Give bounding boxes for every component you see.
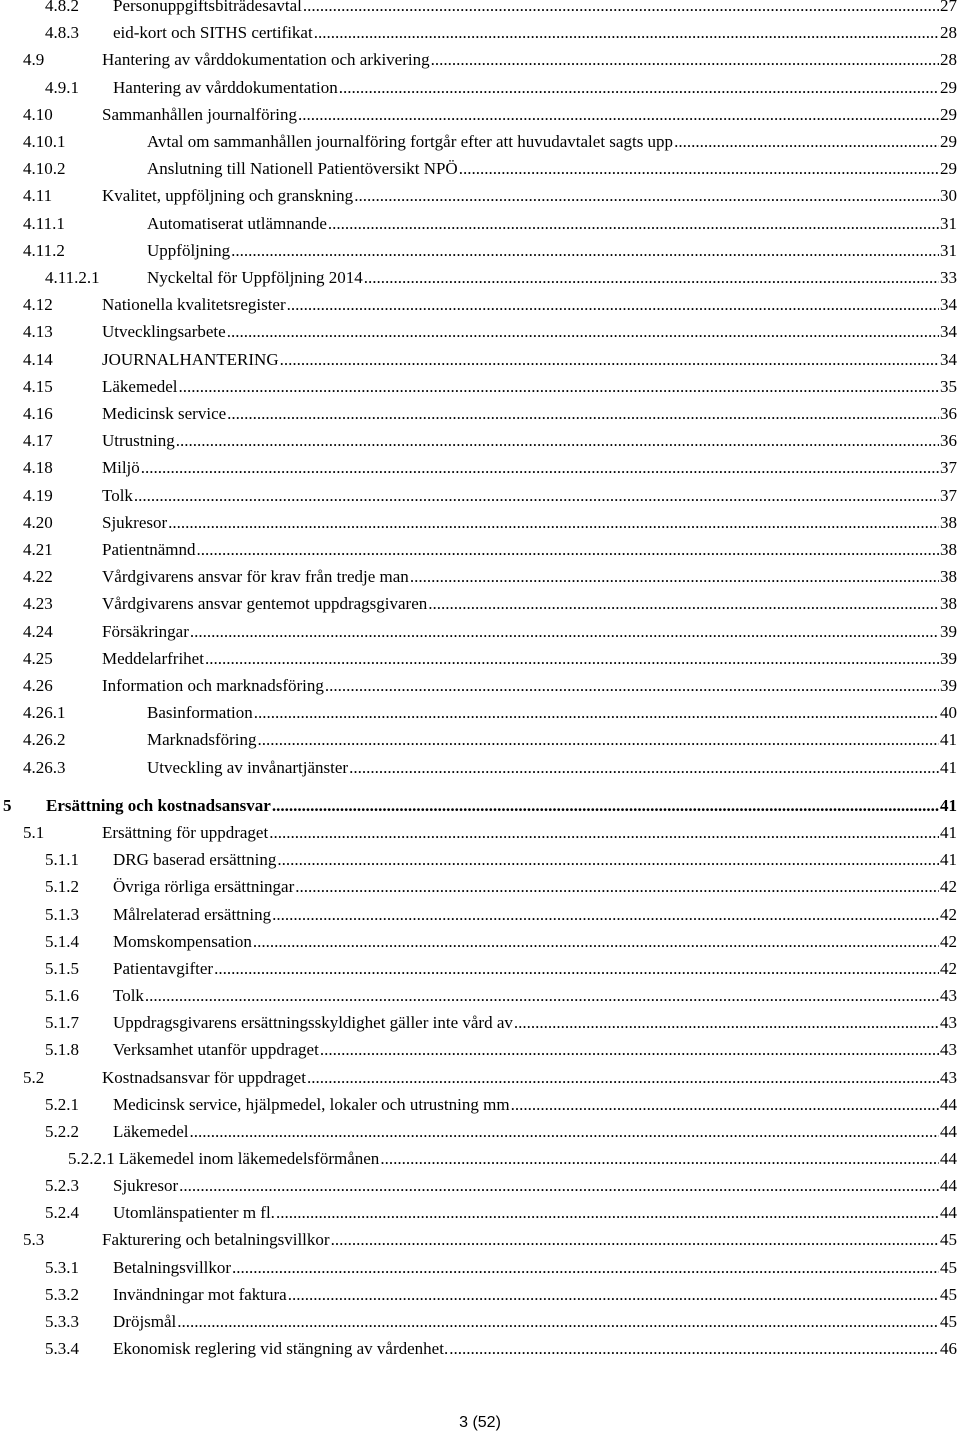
toc-entry[interactable] (0, 511, 960, 535)
toc-dot-leader (176, 429, 939, 453)
toc-entry[interactable] (0, 957, 960, 981)
toc-entry-number: 4.16 (23, 404, 53, 423)
toc-entry[interactable] (0, 848, 960, 872)
toc-entry-page: 29 (940, 104, 957, 124)
toc-entry-page: 34 (940, 349, 957, 369)
toc-dot-leader (254, 701, 939, 725)
toc-entry-number: 5.1.7 (45, 1013, 79, 1033)
toc-entry-page: 41 (940, 850, 957, 870)
toc-entry-number: 5.3 (23, 1230, 45, 1250)
toc-entry-page: 28 (940, 50, 957, 70)
toc-dot-leader (272, 794, 939, 818)
toc-entry[interactable] (0, 48, 960, 72)
toc-entry[interactable] (0, 592, 960, 616)
toc-dot-leader (253, 930, 939, 954)
toc-entry[interactable] (0, 456, 960, 480)
toc-entry-number: 5.2.4 (45, 1203, 79, 1223)
toc-entry-number: 5.1.4 (45, 931, 79, 951)
toc-entry-title: Vårdgivarens ansvar gentemot uppdragsgivaren (102, 594, 428, 614)
toc-entry[interactable] (0, 984, 960, 1008)
toc-entry-number: 4.11.1 (23, 213, 65, 233)
toc-entry-page: 45 (940, 1230, 957, 1250)
toc-entry[interactable] (0, 130, 960, 154)
toc-dot-leader (339, 76, 939, 100)
toc-dot-leader (325, 674, 939, 698)
toc-entry-number: 4.15 (23, 376, 53, 396)
toc-entry-number: 4.9 (23, 50, 45, 70)
toc-entry-number: 4.26.2 (23, 730, 66, 750)
toc-dot-leader (459, 157, 939, 181)
toc-entry[interactable] (0, 875, 960, 899)
toc-entry[interactable] (0, 0, 960, 18)
toc-entry-number: 4.25 (23, 648, 53, 668)
toc-dot-leader (232, 1256, 939, 1280)
toc-dot-leader (205, 647, 939, 671)
toc-entry-title: Sammanhållen journalföring (102, 104, 297, 124)
toc-dot-leader (177, 1310, 939, 1334)
toc-entry[interactable] (0, 402, 960, 426)
toc-dot-leader (364, 266, 939, 290)
toc-entry-number: 4.14 (23, 349, 53, 369)
toc-entry[interactable] (0, 674, 960, 698)
toc-dot-leader (431, 48, 939, 72)
toc-dot-leader (303, 0, 939, 18)
toc-entry-page: 37 (940, 458, 957, 478)
toc-entry-number: 5.1.6 (45, 986, 79, 1006)
toc-entry-number: 5.2.2 (45, 1121, 79, 1141)
toc-entry[interactable] (0, 429, 960, 453)
toc-entry-page: 40 (940, 703, 957, 723)
toc-entry-title: JOURNALHANTERING (102, 349, 279, 369)
toc-entry-title: Information och marknadsföring (102, 676, 324, 695)
toc-entry-number: 5.3.3 (45, 1311, 79, 1331)
toc-entry-page: 29 (940, 132, 957, 151)
toc-entry-number: 4.24 (23, 621, 53, 641)
toc-entry-page: 30 (940, 186, 957, 206)
toc-dot-leader (287, 293, 939, 317)
toc-entry-page: 43 (940, 986, 957, 1006)
toc-dot-leader (145, 984, 939, 1008)
toc-entry-number: 5.3.2 (45, 1284, 79, 1304)
toc-entry-number: 4.11.2 (23, 240, 65, 260)
toc-entry-title: eid-kort och SITHS certifikat (113, 23, 313, 43)
toc-entry-title: Ekonomisk reglering vid stängning av vårdenhet. (113, 1339, 449, 1358)
toc-entry-number: 5.1 (23, 823, 45, 843)
toc-entry[interactable] (0, 184, 960, 208)
toc-entry-title: Försäkringar (102, 621, 189, 641)
toc-dot-leader (514, 1011, 939, 1035)
toc-entry-page: 28 (940, 23, 957, 43)
toc-entry-title: Avtal om sammanhållen journalföring fortgår efter att huvudavtalet sagts upp (147, 132, 674, 151)
toc-entry[interactable] (0, 1310, 960, 1334)
toc-dot-leader (280, 348, 939, 372)
toc-entry-title: Sjukresor (102, 512, 168, 532)
toc-entry-title: Tolk (113, 986, 144, 1006)
toc-entry-title: Meddelarfrihet (102, 648, 204, 668)
toc-entry[interactable] (0, 756, 960, 780)
toc-entry-number: 4.8.3 (45, 23, 79, 43)
toc-entry-page: 36 (940, 404, 957, 423)
toc-dot-leader (349, 756, 939, 780)
toc-entry[interactable] (0, 266, 960, 290)
toc-entry-number: 4.18 (23, 458, 53, 478)
toc-dot-leader (410, 565, 939, 589)
toc-entry-page: 39 (940, 621, 957, 641)
toc-dot-leader (190, 620, 939, 644)
toc-entry-number: 4.20 (23, 512, 53, 532)
toc-entry-title: DRG baserad ersättning (113, 850, 277, 870)
toc-entry[interactable] (0, 375, 960, 399)
toc-entry-number: 5.3.4 (45, 1339, 79, 1358)
toc-entry-title: Läkemedel (113, 1121, 189, 1141)
toc-dot-leader (354, 184, 939, 208)
toc-entry-number: 5.1.5 (45, 958, 79, 978)
toc-entry-title: Sjukresor (113, 1176, 179, 1196)
toc-entry[interactable] (0, 239, 960, 263)
toc-entry-title: Ersättning och kostnadsansvar (46, 796, 271, 815)
toc-entry-number: 4.21 (23, 540, 53, 559)
toc-entry[interactable] (0, 320, 960, 344)
toc-dot-leader (196, 538, 939, 562)
toc-dot-leader (190, 1120, 939, 1144)
toc-entry-page: 44 (940, 1121, 957, 1141)
toc-entry[interactable] (0, 1228, 960, 1252)
toc-entry[interactable] (0, 212, 960, 236)
toc-entry[interactable] (0, 1066, 960, 1090)
toc-entry-page: 41 (940, 823, 957, 843)
toc-entry-number: 4.23 (23, 594, 53, 614)
toc-dot-leader (272, 903, 939, 927)
toc-entry-title: Momskompensation (113, 931, 252, 951)
toc-entry-number: 5.1.1 (45, 850, 79, 870)
toc-entry-title: Uppföljning (147, 240, 231, 260)
toc-entry[interactable] (0, 1093, 960, 1117)
toc-entry-page: 34 (940, 295, 957, 315)
toc-entry-title: Utveckling av invånartjänster (147, 757, 349, 777)
toc-entry-title: Läkemedel inom läkemedelsförmånen (118, 1148, 380, 1168)
toc-entry-title: Invändningar mot faktura (113, 1284, 287, 1304)
toc-entry[interactable] (0, 538, 960, 562)
toc-entry[interactable] (0, 348, 960, 372)
toc-entry-title: Kvalitet, uppföljning och granskning (102, 186, 354, 206)
toc-entry-title: Betalningsvillkor (113, 1257, 232, 1277)
toc-entry-title: Marknadsföring (147, 730, 257, 750)
toc-dot-leader (380, 1147, 939, 1171)
toc-dot-leader (179, 1174, 939, 1198)
toc-entry-page: 43 (940, 1040, 957, 1060)
toc-entry[interactable] (0, 1147, 960, 1171)
toc-entry-page: 42 (940, 931, 957, 951)
toc-entry-title: Medicinsk service, hjälpmedel, lokaler och utrustning mm (113, 1094, 510, 1114)
toc-entry-number: 4.11.2.1 (45, 268, 100, 287)
toc-entry-page: 45 (940, 1284, 957, 1304)
toc-entry[interactable] (0, 1120, 960, 1144)
toc-dot-leader (231, 239, 939, 263)
toc-entry-page: 39 (940, 648, 957, 668)
toc-entry-number: 4.17 (23, 431, 53, 451)
toc-dot-leader (328, 212, 939, 236)
toc-entry-number: 5.2.2.1 (68, 1148, 115, 1168)
toc-dot-leader (331, 1228, 939, 1252)
toc-entry-page: 39 (940, 676, 957, 695)
toc-entry-page: 44 (940, 1203, 957, 1223)
toc-dot-leader (179, 375, 939, 399)
toc-entry-page: 38 (940, 567, 957, 587)
toc-entry-page: 36 (940, 431, 957, 451)
toc-entry-number: 4.26 (23, 676, 53, 695)
toc-entry-page: 38 (940, 540, 957, 559)
toc-dot-leader (314, 21, 939, 45)
toc-entry[interactable] (0, 903, 960, 927)
toc-entry-page: 43 (940, 1067, 957, 1087)
toc-entry-number: 4.11 (23, 186, 53, 206)
toc-entry-title: Personuppgiftsbiträdesavtal (113, 0, 302, 15)
toc-entry-number: 4.19 (23, 485, 53, 505)
toc-dot-leader (141, 456, 939, 480)
toc-entry-title: Utvecklingsarbete (102, 322, 226, 342)
toc-dot-leader (320, 1038, 939, 1062)
toc-entry-page: 34 (940, 322, 957, 342)
toc-entry-title: Övriga rörliga ersättningar (113, 877, 295, 897)
toc-entry-page: 45 (940, 1257, 957, 1277)
toc-dot-leader (276, 1201, 939, 1225)
toc-entry-title: Dröjsmål (113, 1311, 177, 1331)
toc-entry-page: 29 (940, 77, 957, 97)
toc-entry[interactable] (0, 821, 960, 845)
toc-entry-page: 31 (940, 240, 957, 260)
toc-entry[interactable] (0, 1283, 960, 1307)
toc-entry-page: 41 (940, 757, 957, 777)
toc-entry-page: 44 (940, 1148, 957, 1168)
toc-entry-number: 4.12 (23, 295, 53, 315)
toc-entry-page: 43 (940, 1013, 957, 1033)
toc-entry-title: Utrustning (102, 431, 175, 451)
toc-entry-number: 5.1.3 (45, 904, 79, 924)
toc-entry[interactable] (0, 565, 960, 589)
toc-entry-title: Hantering av vårddokumentation (113, 77, 338, 97)
toc-entry-title: Fakturering och betalningsvillkor (102, 1230, 330, 1250)
toc-entry-page: 45 (940, 1311, 957, 1331)
toc-entry-title: Målrelaterad ersättning (113, 904, 272, 924)
toc-entry-title: Ersättning för uppdraget (102, 823, 269, 843)
toc-entry-title: Utomlänspatienter m fl. (113, 1203, 275, 1223)
toc-entry-page: 27 (940, 0, 957, 15)
toc-dot-leader (258, 728, 939, 752)
toc-entry-number: 5 (3, 796, 12, 815)
toc-dot-leader (449, 1337, 939, 1361)
toc-entry-page: 31 (940, 213, 957, 233)
toc-dot-leader (277, 848, 939, 872)
toc-entry-number: 4.26.3 (23, 757, 66, 777)
toc-entry[interactable] (0, 1174, 960, 1198)
toc-entry-number: 4.10.1 (23, 132, 66, 151)
toc-entry-page: 42 (940, 904, 957, 924)
toc-dot-leader (307, 1066, 939, 1090)
toc-entry-page: 42 (940, 877, 957, 897)
toc-entry-title: Patientavgifter (113, 958, 214, 978)
toc-entry-page: 29 (940, 159, 957, 179)
toc-entry-number: 5.2.1 (45, 1094, 79, 1114)
toc-entry[interactable] (0, 1011, 960, 1035)
toc-dot-leader (214, 957, 939, 981)
toc-dot-leader (168, 511, 939, 535)
toc-dot-leader (511, 1093, 939, 1117)
toc-entry-title: Miljö (102, 458, 140, 478)
toc-entry-number: 4.9.1 (45, 77, 79, 97)
toc-dot-leader (227, 402, 939, 426)
toc-entry[interactable] (0, 21, 960, 45)
page-number-footer: 3 (52) (459, 1414, 501, 1431)
toc-entry-title: Vårdgivarens ansvar för krav från tredje man (102, 567, 409, 587)
toc-entry-page: 41 (940, 796, 957, 815)
toc-entry[interactable] (0, 1337, 960, 1361)
toc-entry-number: 4.10.2 (23, 159, 66, 179)
toc-entry-number: 5.3.1 (45, 1257, 79, 1277)
toc-entry[interactable] (0, 293, 960, 317)
toc-entry-number: 4.13 (23, 322, 53, 342)
toc-entry-page: 44 (940, 1094, 957, 1114)
toc-entry-page: 44 (940, 1176, 957, 1196)
toc-entry-number: 4.26.1 (23, 703, 66, 723)
toc-entry[interactable] (0, 728, 960, 752)
toc-dot-leader (227, 320, 939, 344)
toc-entry[interactable] (0, 157, 960, 181)
toc-entry-title: Hantering av vårddokumentation och arkivering (102, 50, 430, 70)
toc-entry-number: 5.1.2 (45, 877, 79, 897)
toc-entry-page: 38 (940, 594, 957, 614)
toc-entry[interactable] (0, 794, 960, 818)
toc-dot-leader (428, 592, 939, 616)
toc-dot-leader (134, 484, 939, 508)
toc-entry[interactable] (0, 1038, 960, 1062)
toc-entry-page: 37 (940, 485, 957, 505)
toc-entry-page: 42 (940, 958, 957, 978)
toc-entry-page: 33 (940, 268, 957, 287)
toc-entry-title: Basinformation (147, 703, 253, 723)
toc-entry[interactable] (0, 647, 960, 671)
toc-entry[interactable] (0, 620, 960, 644)
toc-entry-page: 46 (940, 1339, 957, 1358)
toc-entry-title: Uppdragsgivarens ersättningsskyldighet gäller inte vård av (113, 1013, 513, 1033)
toc-entry-number: 5.2 (23, 1067, 45, 1087)
toc-entry-title: Automatiserat utlämnande (147, 213, 327, 233)
toc-entry[interactable] (0, 76, 960, 100)
toc-entry-title: Medicinsk service (102, 404, 227, 423)
toc-entry-title: Verksamhet utanför uppdraget (113, 1040, 319, 1060)
toc-entry-title: Tolk (102, 485, 133, 505)
toc-entry-title: Kostnadsansvar för uppdraget (102, 1067, 306, 1087)
toc-entry[interactable] (0, 484, 960, 508)
toc-entry[interactable] (0, 701, 960, 725)
toc-dot-leader (269, 821, 939, 845)
toc-entry-number: 4.22 (23, 567, 53, 587)
toc-entry-title: Anslutning till Nationell Patientöversikt NPÖ (147, 159, 458, 179)
toc-entry-title: Patientnämnd (102, 540, 196, 559)
toc-entry-title: Nationella kvalitetsregister (102, 295, 286, 315)
toc-dot-leader (674, 130, 939, 154)
toc-entry-number: 4.10 (23, 104, 53, 124)
toc-entry[interactable] (0, 103, 960, 127)
toc-entry-page: 38 (940, 512, 957, 532)
toc-dot-leader (295, 875, 939, 899)
toc-dot-leader (288, 1283, 939, 1307)
toc-entry-page: 35 (940, 376, 957, 396)
toc-entry[interactable] (0, 930, 960, 954)
toc-entry-number: 4.8.2 (45, 0, 79, 15)
toc-entry-page: 41 (940, 730, 957, 750)
toc-entry-title: Läkemedel (102, 376, 178, 396)
toc-entry[interactable] (0, 1256, 960, 1280)
toc-entry-number: 5.2.3 (45, 1176, 79, 1196)
toc-entry-title: Nyckeltal för Uppföljning 2014 (147, 268, 363, 287)
toc-dot-leader (298, 103, 939, 127)
toc-entry-number: 5.1.8 (45, 1040, 79, 1060)
toc-entry[interactable] (0, 1201, 960, 1225)
